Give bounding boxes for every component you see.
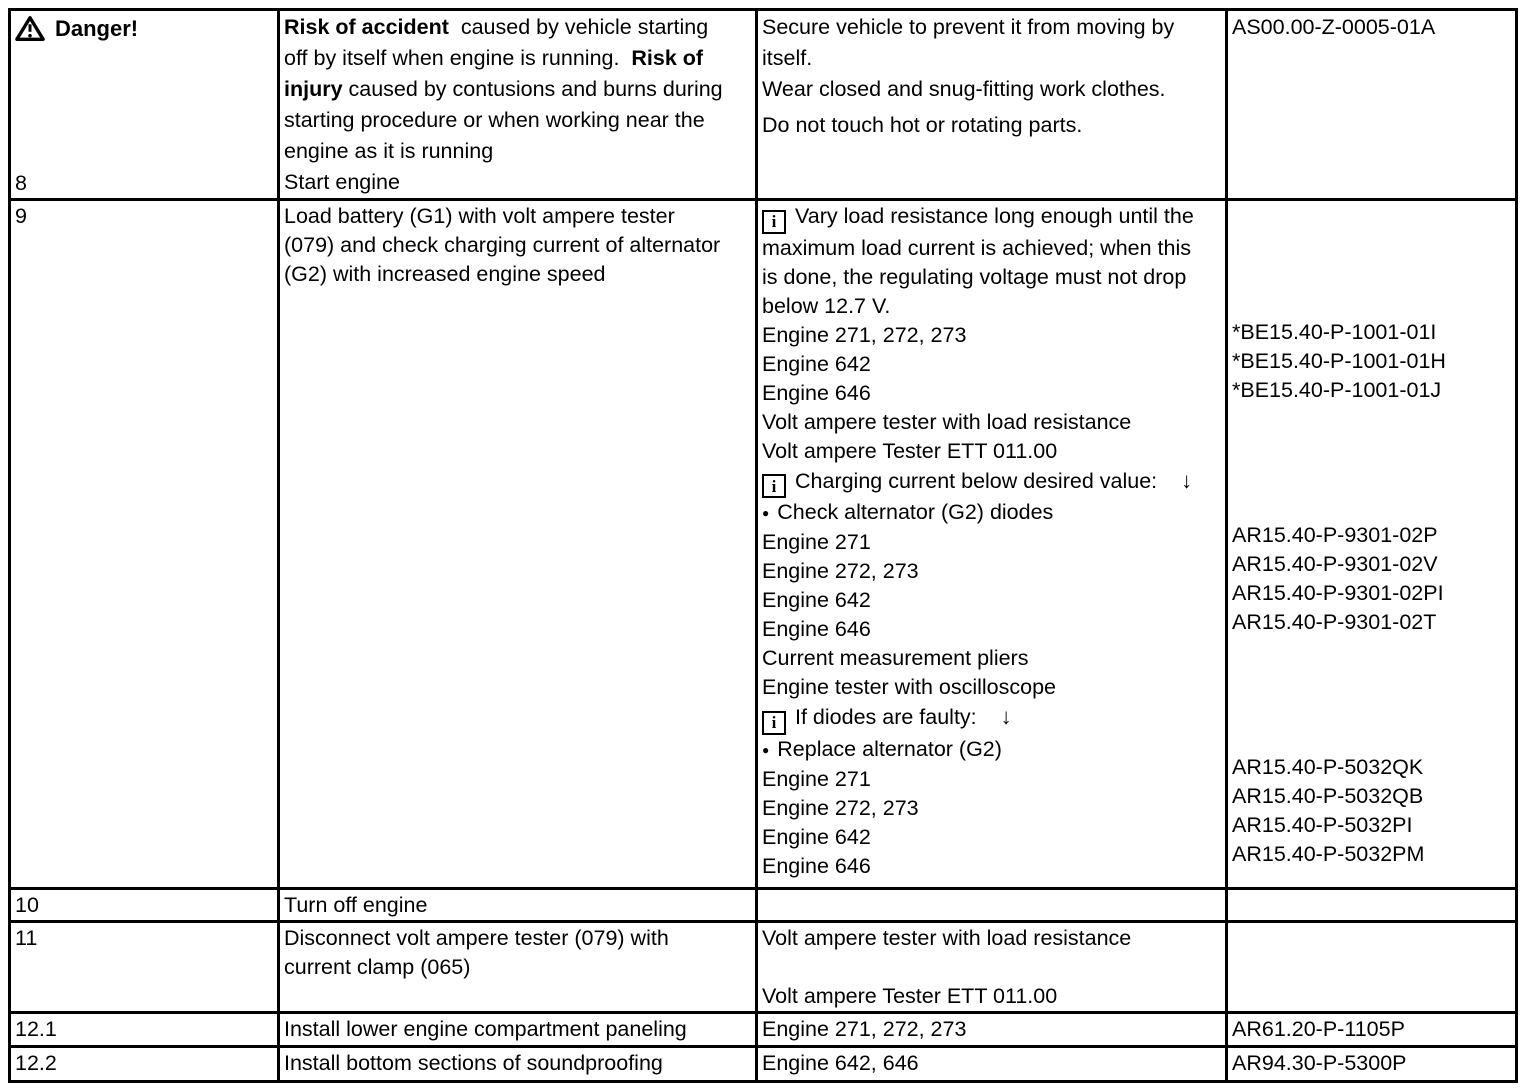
procedure-table [8, 8, 1518, 1083]
text-segment: Engine 271 [762, 766, 871, 791]
document-code-line: AR15.40-P-9301-02V [1232, 552, 1438, 576]
text-line [762, 557, 1222, 586]
text-line [762, 350, 1222, 379]
warning-triangle-icon [15, 15, 45, 42]
text-segment: Load battery (G1) with volt ampere tester [284, 204, 675, 228]
text-segment: below 12.7 V. [762, 293, 891, 318]
bullet-icon: ● [762, 742, 770, 757]
document-code-line [1232, 231, 1512, 260]
text-segment: itself. [762, 46, 813, 70]
procedure-table-body [10, 10, 1517, 1082]
text-line [284, 12, 752, 43]
document-code-line: AR94.30-P-5300P [1232, 1051, 1407, 1075]
document-code-line: AR15.40-P-5032QB [1232, 784, 1424, 808]
step-10 [10, 889, 1517, 922]
text-line [762, 673, 1222, 702]
text-line [284, 136, 752, 167]
step-12-2-cell-step [10, 1047, 279, 1082]
document-code-line [1232, 637, 1512, 666]
text-segment: Engine 642 [762, 588, 871, 612]
document-code-line: *BE15.40-P-1001-01H [1232, 349, 1446, 373]
arrow-down-icon: ↓ [1000, 704, 1012, 729]
step-10-cell-notes [757, 889, 1227, 922]
text-line [762, 823, 1222, 852]
text-line [284, 924, 752, 953]
document-code-line [1232, 724, 1512, 753]
text-segment: off by itself when engine is running. [284, 46, 632, 70]
text-segment: Engine 272, 273 [762, 795, 919, 820]
step-11 [10, 922, 1517, 1013]
text-line [762, 202, 1222, 234]
text-line [762, 702, 1222, 735]
step-8-danger-cell-code [1227, 10, 1517, 200]
text-line [762, 408, 1222, 437]
text-segment: starting procedure or when working near the [284, 108, 705, 132]
text-line [284, 43, 752, 74]
step-11-cell-procedure [279, 922, 757, 1013]
info-icon: i [762, 210, 786, 234]
bold-text-segment: injury [284, 77, 343, 101]
danger-text: Danger! [55, 15, 139, 41]
text-segment: Engine 642, 646 [762, 1051, 919, 1075]
text-segment: engine as it is running [284, 139, 494, 163]
info-icon: i [762, 711, 786, 735]
text-segment: caused by contusions and burns during [342, 77, 723, 101]
text-line [762, 437, 1222, 466]
text-line [284, 1015, 752, 1044]
text-line [762, 74, 1222, 105]
text-line [762, 586, 1222, 615]
document-code-line: AR15.40-P-9301-02P [1232, 523, 1438, 547]
text-segment: (G2) with increased engine speed [284, 262, 606, 286]
text-segment: Charging current below desired value: [795, 468, 1158, 493]
document-code-line: *BE15.40-P-1001-01J [1232, 378, 1442, 402]
text-segment: is done, the regulating voltage must not drop [762, 264, 1187, 289]
text-line [762, 263, 1222, 292]
step-8-danger-cell-step [10, 10, 279, 200]
document-code-line: AR61.20-P-1105P [1232, 1017, 1405, 1041]
step-12-2-cell-notes [757, 1047, 1227, 1082]
document-code-line: AS00.00-Z-0005-01A [1232, 15, 1436, 39]
step-10-cell-step [10, 889, 279, 922]
text-line [762, 982, 1222, 1011]
bullet-icon: ● [762, 506, 770, 520]
document-code-line: AR15.40-P-5032QK [1232, 755, 1424, 779]
step-number: 10 [15, 893, 39, 917]
step-12-2 [10, 1047, 1517, 1082]
text-segment: Volt ampere tester with load resistance [762, 409, 1132, 434]
text-line [284, 231, 752, 260]
document-code-line: *BE15.40-P-1001-01I [1232, 320, 1437, 344]
step-12-2-cell-code [1227, 1047, 1517, 1082]
info-icon: i [762, 474, 786, 498]
text-line [762, 765, 1222, 794]
step-11-cell-notes [757, 922, 1227, 1013]
text-line [284, 167, 752, 198]
document-code-line: AR15.40-P-5032PM [1232, 842, 1425, 866]
text-segment: Vary load resistance long enough until the [795, 204, 1194, 228]
text-line [284, 74, 752, 105]
text-line [284, 1049, 752, 1078]
text-segment: Engine 271, 272, 273 [762, 322, 967, 347]
text-segment: If diodes are faulty: [795, 705, 977, 729]
text-line [762, 1015, 1222, 1044]
step-8-danger [10, 10, 1517, 200]
text-segment: Engine 271, 272, 273 [762, 1017, 967, 1041]
text-segment: current clamp (065) [284, 955, 471, 979]
text-line [284, 891, 752, 920]
text-line [762, 292, 1222, 321]
step-12-2-cell-procedure [279, 1047, 757, 1082]
text-segment: Disconnect volt ampere tester (079) with [284, 926, 669, 950]
text-segment: Secure vehicle to prevent it from moving by [762, 15, 1175, 39]
step-number: 11 [15, 926, 38, 950]
text-segment: Check alternator (G2) diodes [777, 500, 1054, 524]
step-number: 12.1 [15, 1017, 57, 1041]
text-segment: Replace alternator (G2) [777, 736, 1002, 761]
text-segment: Engine 642 [762, 824, 871, 849]
step-number: 8 [15, 171, 27, 195]
document-code-line [1232, 492, 1512, 521]
step-12-1-cell-code [1227, 1013, 1517, 1047]
text-line [762, 953, 1222, 982]
text-line [762, 924, 1222, 953]
step-9-cell-step [10, 200, 279, 889]
text-line [762, 615, 1222, 644]
step-11-cell-code [1227, 922, 1517, 1013]
text-line [284, 260, 752, 289]
text-line [762, 528, 1222, 557]
text-line [762, 466, 1222, 499]
bold-text-segment: Risk of accident [284, 15, 449, 39]
step-number: 12.2 [15, 1051, 57, 1075]
document-code-line [1232, 463, 1512, 492]
text-line [762, 735, 1222, 765]
text-segment: Volt ampere Tester ETT 011.00 [762, 438, 1058, 463]
danger-label [15, 12, 274, 42]
step-12-1-cell-step [10, 1013, 279, 1047]
document-code-line [1232, 202, 1512, 231]
document-code-line [1232, 666, 1512, 695]
document-code-line [1232, 405, 1512, 434]
text-segment: Engine 642 [762, 351, 871, 376]
text-line [762, 234, 1222, 263]
step-12-1-cell-notes [757, 1013, 1227, 1047]
step-9-cell-procedure [279, 200, 757, 889]
arrow-down-icon: ↓ [1181, 467, 1193, 493]
step-9-cell-code [1227, 200, 1517, 889]
text-segment: Start engine [284, 170, 400, 194]
text-segment: Wear closed and snug-fitting work clothes. [762, 77, 1166, 101]
document-code-line: AR15.40-P-9301-02PI [1232, 581, 1444, 605]
document-code-line [1232, 289, 1512, 318]
page [8, 8, 1512, 1083]
text-segment: Install bottom sections of soundproofing [284, 1051, 663, 1075]
step-9-cell-notes [757, 200, 1227, 889]
text-segment [762, 955, 768, 979]
text-line [762, 379, 1222, 408]
text-line [762, 852, 1222, 881]
text-segment: Install lower engine compartment paneling [284, 1017, 687, 1041]
text-line [762, 498, 1222, 528]
text-segment: caused by vehicle starting [448, 15, 709, 39]
step-8-danger-cell-notes [757, 10, 1227, 200]
document-code-line [1232, 434, 1512, 463]
text-line [762, 321, 1222, 350]
text-segment: (079) and check charging current of alternator [284, 233, 721, 257]
step-11-cell-step [10, 922, 279, 1013]
step-12-1 [10, 1013, 1517, 1047]
text-line [762, 110, 1222, 141]
document-code-line [1232, 260, 1512, 289]
text-segment: Engine 272, 273 [762, 559, 919, 583]
step-12-1-cell-procedure [279, 1013, 757, 1047]
text-segment: Volt ampere Tester ETT 011.00 [762, 984, 1058, 1008]
text-segment: Engine 646 [762, 853, 871, 878]
step-10-cell-procedure [279, 889, 757, 922]
text-segment: Engine 271 [762, 530, 871, 554]
text-line [762, 794, 1222, 823]
service-procedure-document [8, 8, 1512, 1083]
text-line [762, 644, 1222, 673]
text-segment: Engine tester with oscilloscope [762, 675, 1056, 699]
bold-text-segment: Risk of [631, 46, 704, 70]
document-code-line: AR15.40-P-5032PI [1232, 813, 1413, 837]
text-line [284, 953, 752, 982]
text-segment: Engine 646 [762, 380, 871, 405]
text-segment: Current measurement pliers [762, 646, 1029, 670]
text-segment: maximum load current is achieved; when this [762, 235, 1191, 260]
step-9 [10, 200, 1517, 889]
text-line [284, 105, 752, 136]
text-segment: Engine 646 [762, 617, 871, 641]
step-10-cell-code [1227, 889, 1517, 922]
document-code-line: AR15.40-P-9301-02T [1232, 610, 1437, 634]
text-line [762, 43, 1222, 74]
text-line [762, 12, 1222, 43]
document-code-line [1232, 695, 1512, 724]
text-line [762, 1049, 1222, 1078]
step-number: 9 [15, 204, 27, 228]
step-8-danger-cell-procedure [279, 10, 757, 200]
text-segment: Turn off engine [284, 893, 428, 917]
text-segment: Do not touch hot or rotating parts. [762, 113, 1083, 137]
text-segment: Volt ampere tester with load resistance [762, 926, 1132, 950]
text-line [284, 202, 752, 231]
